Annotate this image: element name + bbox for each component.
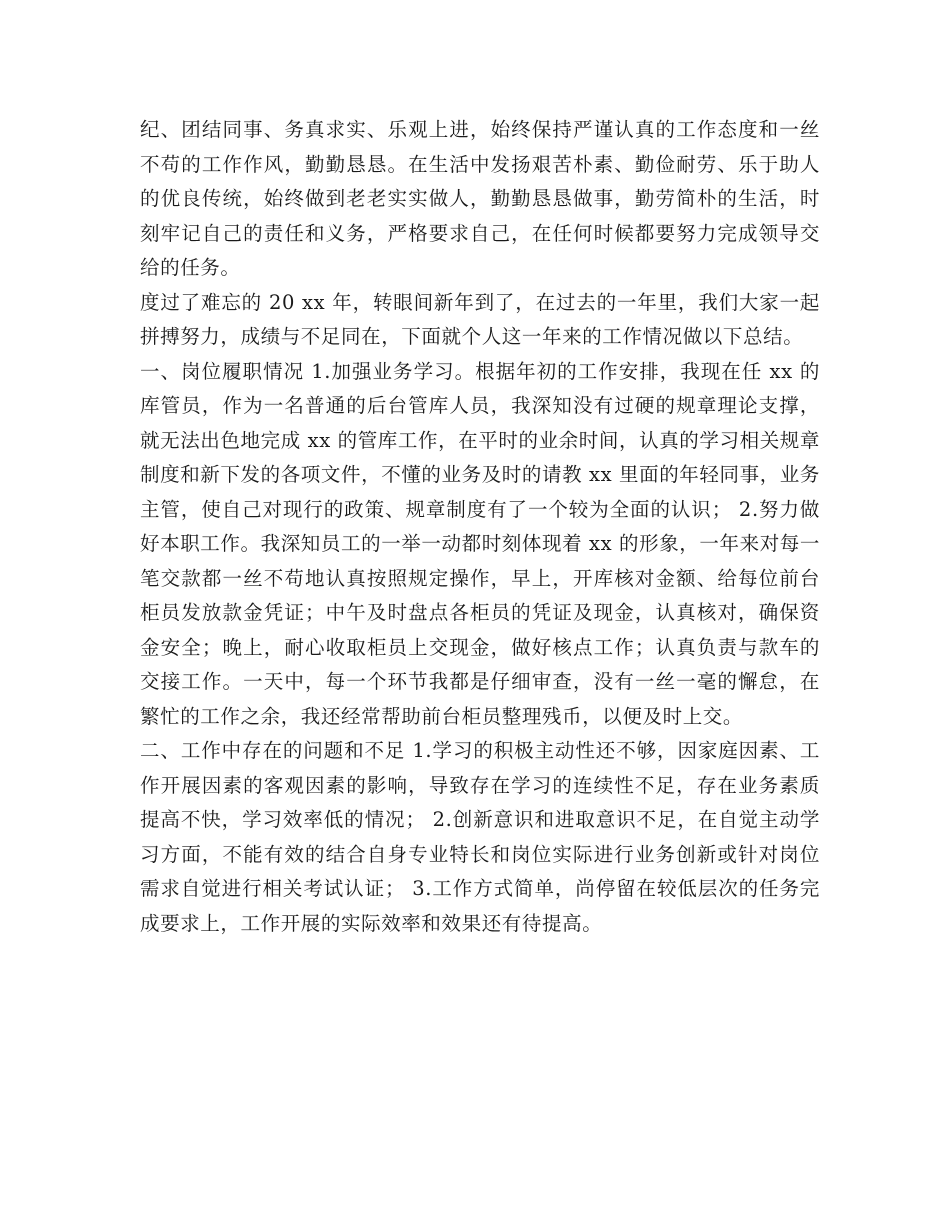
paragraph-job-performance: 一、岗位履职情况 1.加强业务学习。根据年初的工作安排，我现在任 xx 的库管员，作为一名普通的后台管库人员，我深知没有过硬的规章理论支撑，就无法出色地完成 xx 的管库工作，在平时的业余时间，认真的学习相关规章制度和新下发的各项文件，不懂的业务及时的请教 xx 里面的年轻同事，业务主管，使自己对现行的政策、规章制度有了一个较为全面的认识； 2.努力做好本职工作。我深知员工的一举一动都时刻体现着 xx 的形象，一年来对每一笔交款都一丝不苟地认真按照规定操作，早上，开库核对金额、给每位前台柜员发放款金凭证；中午及时盘点各柜员的凭证及现金，认真核对，确保资金安全；晚上，耐心收取柜员上交现金，做好核点工作；认真负责与款车的交接工作。一天中，每一个环节我都是仔细审查，没有一丝一毫的懈怠，在繁忙的工作之余，我还经常帮助前台柜员整理残币，以便及时上交。 xyxy=(140,359,820,728)
document-body xyxy=(140,113,820,941)
paragraph-work-attitude: 纪、团结同事、务真求实、乐观上进，始终保持严谨认真的工作态度和一丝不苟的工作作风，勤勤恳恳。在生活中发扬艰苦朴素、勤俭耐劳、乐于助人的优良传统，始终做到老老实实做人，勤勤恳恳做事，勤劳简朴的生活，时刻牢记自己的责任和义务，严格要求自己，在任何时候都要努力完成领导交给的任务。 xyxy=(140,118,820,279)
paragraph-year-intro: 度过了难忘的 20 xx 年，转眼间新年到了，在过去的一年里，我们大家一起拼搏努力，成绩与不足同在，下面就个人这一年来的工作情况做以下总结。 xyxy=(140,290,820,348)
paragraph-problems-shortcomings: 二、工作中存在的问题和不足 1.学习的积极主动性还不够，因家庭因素、工作开展因素的客观因素的影响，导致存在学习的连续性不足，存在业务素质提高不快，学习效率低的情况； 2.创新意识和进取意识不足，在自觉主动学习方面，不能有效的结合自身专业特长和岗位实际进行业务创新或针对岗位需求自觉进行相关考试认证； 3.工作方式简单，尚停留在较低层次的任务完成要求上，工作开展的实际效率和效果还有待提高。 xyxy=(140,739,820,935)
